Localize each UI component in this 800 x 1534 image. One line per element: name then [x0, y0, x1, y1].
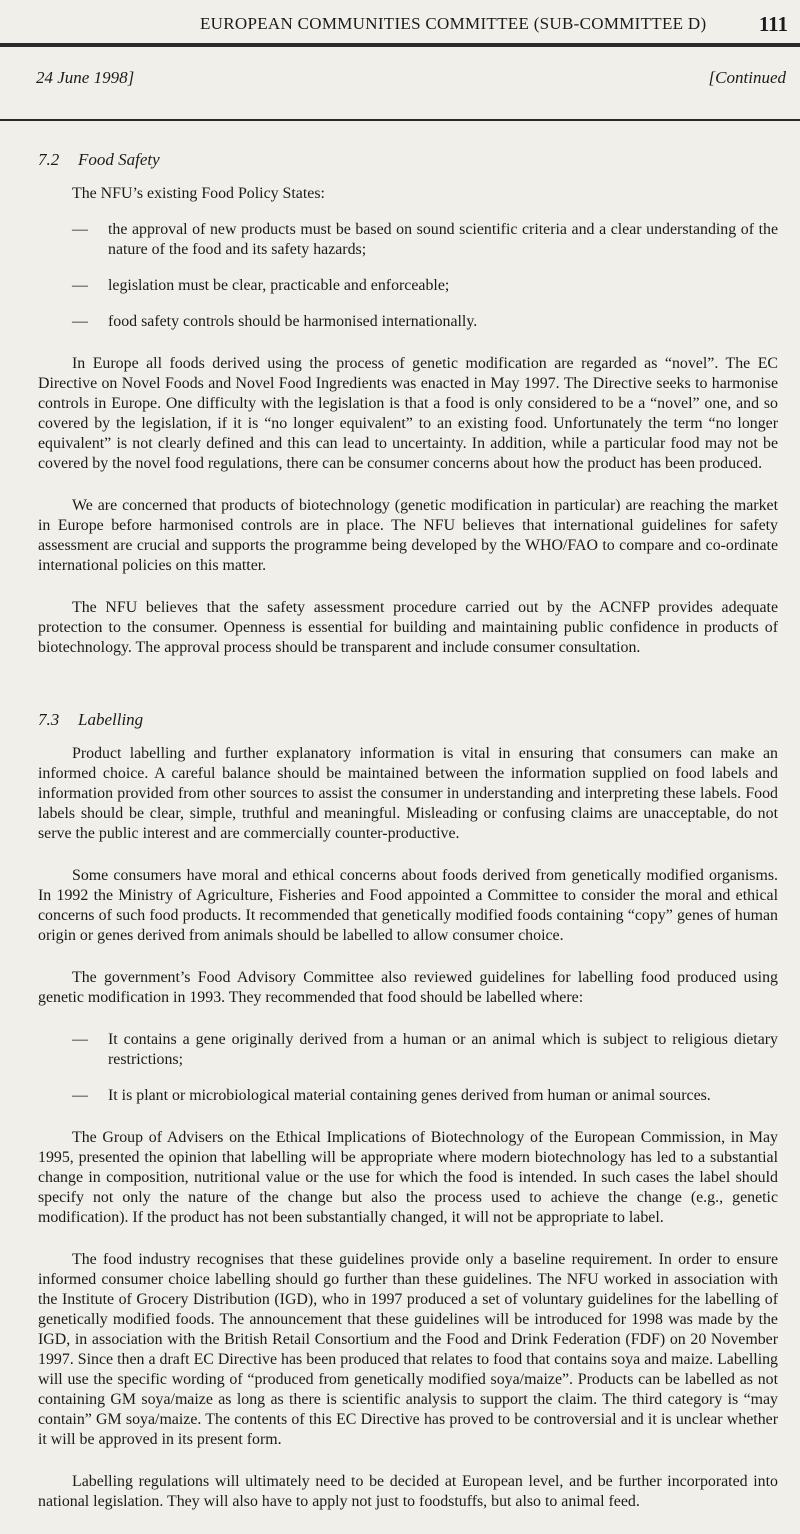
paragraph: Product labelling and further explanatory information is vital in ensuring that consumers can make an informed choice. A careful balance should be maintained between the information supplied on food labels and information provided from other sources to assist the consumer in understanding and interpreting these labels. Food labels should be clear, simple, truthful and meaningful. Misleading or confusing claims are unacceptable, do not serve the public interest and are commercially counter-productive. — [38, 745, 778, 842]
paragraph: The NFU believes that the safety assessment procedure carried out by the ACNFP provides adequate protection to the consumer. Openness is essential for building and maintaining public confidence in products of biotechnology. The approval process should be transparent and include consumer consultation. — [38, 599, 778, 656]
dash-marker: — — [72, 277, 88, 294]
section-title: Food Safety — [78, 150, 160, 169]
section-heading-labelling — [38, 710, 778, 730]
paragraph: The Group of Advisers on the Ethical Implications of Biotechnology of the European Commission, in May 1995, presented the opinion that labelling will be appropriate where modern biotechnology has led to a substantial change in composition, nutritional value or the use for which the food is intended. In such cases the label should specify not only the nature of the change but also the process used to achieve the change (e.g., genetic modification). If the product has not been substantially changed, it will not be appropriate to label. — [38, 1129, 778, 1226]
section-gap — [38, 680, 778, 700]
hearing-date: 24 June 1998] — [36, 68, 135, 87]
continued-label: [Continued — [708, 68, 786, 87]
bullet-text: It contains a gene originally derived from a human or an animal which is subject to religious dietary restrictions; — [108, 1031, 778, 1068]
paragraph: In Europe all foods derived using the process of genetic modification are regarded as “novel”. The EC Directive on Novel Foods and Novel Food Ingredients was enacted in May 1997. The Directive seeks to harmonise controls in Europe. One difficulty with the legislation is that a food is only considered to be a “novel” one, and so covered by the legislation, if it is “no longer equivalent” to an existing food. Unfortunately the term “no longer equivalent” is not clearly defined and this can lead to uncertainty. In addition, while a particular food may not be covered by the novel food regulations, there can be consumer concerns about how the product has been produced. — [38, 355, 778, 472]
bullet-text: food safety controls should be harmonised internationally. — [108, 313, 478, 330]
dash-marker: — — [72, 221, 88, 238]
running-head: EUROPEAN COMMUNITIES COMMITTEE (SUB-COMMITTEE D) — [200, 14, 707, 33]
document-body — [38, 140, 778, 1534]
paragraph: Labelling regulations will ultimately need to be decided at European level, and be further incorporated into national legislation. They will also have to apply not just to foodstuffs, but also to animal feed. — [38, 1473, 778, 1510]
dash-marker: — — [72, 1087, 88, 1104]
header-rule — [0, 43, 800, 47]
bullet-text: the approval of new products must be based on sound scientific criteria and a clear understanding of the nature of the food and its safety hazards; — [108, 221, 778, 258]
paragraph: The NFU’s existing Food Policy States: — [72, 185, 325, 202]
bullet-item — [38, 1086, 778, 1106]
section-title: Labelling — [78, 710, 144, 729]
bullet-item — [38, 220, 778, 260]
section-number: 7.3 — [38, 710, 60, 729]
dash-marker: — — [72, 1031, 88, 1048]
paragraph: The food industry recognises that these guidelines provide only a baseline requirement. In order to ensure informed consumer choice labelling should go further than these guidelines. The NFU worked in association with the Institute of Grocery Distribution (IGD), who in 1997 produced a set of voluntary guidelines for the labelling of genetically modified foods. The announcement that these guidelines will be introduced for 1998 was made by the IGD, in association with the British Retail Consortium and the Food and Drink Federation (FDF) on 20 November 1997. Since then a draft EC Directive has been produced that relates to food that contains soya and maize. Labelling will use the specific wording of “produced from genetically modified soya/maize”. Products can be labelled as not containing GM soya/maize as long as there is scientific analysis to support the claim. The third category is “may contain” GM soya/maize. The contents of this EC Directive has proved to be controversial and it is unclear whether it will be approved in its present form. — [38, 1251, 778, 1448]
date-row — [36, 68, 786, 94]
bullet-text: legislation must be clear, practicable and enforceable; — [108, 277, 450, 294]
bullet-item — [38, 1030, 778, 1070]
dash-marker: — — [72, 313, 88, 330]
bullet-item — [38, 312, 778, 332]
section-number: 7.2 — [38, 150, 60, 169]
section-heading-food-safety — [38, 150, 778, 170]
date-rule — [0, 119, 800, 121]
paragraph: The government’s Food Advisory Committee also reviewed guidelines for labelling food produced using genetic modification in 1993. They recommended that food should be labelled where: — [38, 969, 778, 1006]
paragraph: Some consumers have moral and ethical concerns about foods derived from genetically modified organisms. In 1992 the Ministry of Agriculture, Fisheries and Food appointed a Committee to consider the moral and ethical concerns of such food products. It recommended that genetically modified foods containing “copy” genes of human origin or genes derived from animals should be labelled to allow consumer choice. — [38, 867, 778, 944]
bullet-item — [38, 276, 778, 296]
page-header — [180, 12, 792, 42]
bullet-text: It is plant or microbiological material containing genes derived from human or animal sources. — [108, 1087, 711, 1104]
paragraph: We are concerned that products of biotechnology (genetic modification in particular) are reaching the market in Europe before harmonised controls are in place. The NFU believes that international guidelines for safety assessment are crucial and supports the programme being developed by the WHO/FAO to compare and co-ordinate international policies on this matter. — [38, 497, 778, 574]
page-number: 111 — [758, 12, 788, 36]
